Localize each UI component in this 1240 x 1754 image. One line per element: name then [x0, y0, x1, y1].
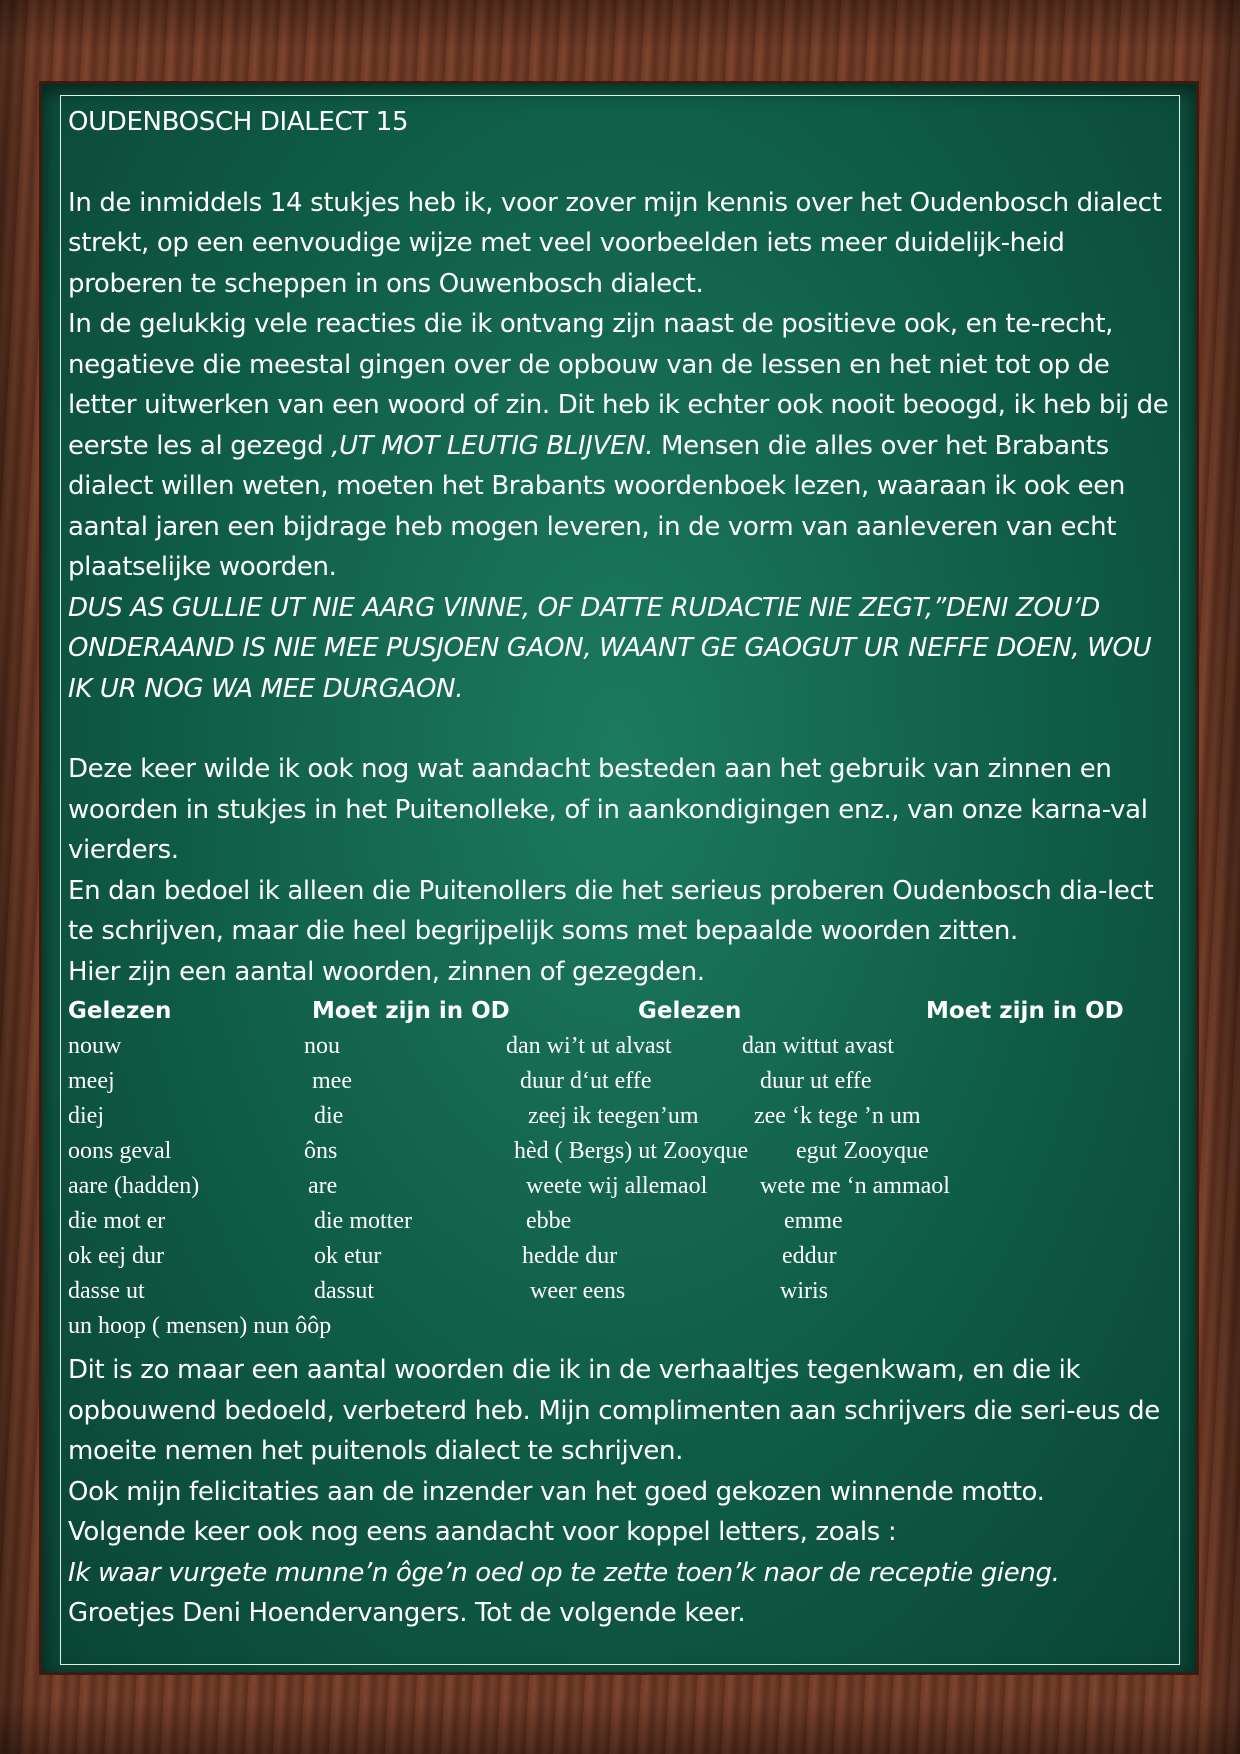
word-table: [68, 994, 1176, 1344]
table-header-od-2: Moet zijn in OD: [926, 998, 1124, 1024]
paragraph-puitenolleke: Deze keer wilde ik ook nog wat aandacht besteden aan het gebruik van zinnen en woorden in stukjes in het Puitenolleke, of in aankondigingen enz., van onze karna-val vierders.: [68, 754, 1148, 865]
table-header-od-1: Moet zijn in OD: [312, 998, 510, 1024]
paragraph-felicitations: Ook mijn felicitaties aan de inzender van het goed gekozen winnende motto.: [68, 1476, 1045, 1507]
table-cell: zee ‘k tege ’n um: [754, 1103, 921, 1129]
table-cell: die motter: [314, 1208, 412, 1234]
table-cell: die mot er: [68, 1208, 166, 1234]
table-header-read-1: Gelezen: [68, 998, 172, 1024]
paragraph-next-time: Volgende keer ook nog eens aandacht voor koppel letters, zoals :: [68, 1517, 897, 1547]
table-cell: ok eej dur: [68, 1243, 164, 1269]
table-cell: dan wittut avast: [742, 1033, 894, 1059]
table-row: [68, 1274, 1176, 1309]
table-cell: dasse ut: [68, 1278, 145, 1304]
page-title: OUDENBOSCH DIALECT 15: [68, 107, 409, 137]
table-cell: oons geval: [68, 1138, 172, 1164]
table-cell: die: [314, 1103, 344, 1129]
table-cell: duur ut effe: [760, 1068, 872, 1094]
table-cell: weete wij allemaol: [526, 1173, 708, 1199]
article: [68, 102, 1176, 1634]
table-row: [68, 1239, 1176, 1274]
table-cell: ôns: [304, 1138, 338, 1164]
table-cell: mee: [312, 1068, 352, 1094]
table-cell: ebbe: [526, 1208, 572, 1234]
table-header-read-2: Gelezen: [638, 998, 742, 1024]
paragraph-puitenollers: En dan bedoel ik alleen die Puitenollers die het serieus proberen Oudenbosch dia-lect te schrijven, maar die heel begrijpelijk soms met bepaalde woorden zitten.: [68, 875, 1154, 946]
table-row: [68, 1029, 1176, 1064]
table-cell: zeej ik teegen’um: [528, 1103, 699, 1129]
table-row-last: [68, 1309, 1176, 1344]
signature-line: Groetjes Deni Hoendervangers. Tot de volgende keer.: [68, 1598, 746, 1628]
table-row: [68, 1099, 1176, 1134]
table-cell: wete me ‘n ammaol: [760, 1173, 950, 1199]
table-row: [68, 1204, 1176, 1239]
table-cell: hedde dur: [522, 1243, 618, 1269]
table-cell: hèd ( Bergs) ut Zooyque: [514, 1138, 749, 1164]
table-row: [68, 1064, 1176, 1099]
table-body: [68, 1029, 1176, 1309]
table-cell: duur d‘ut effe: [520, 1068, 652, 1094]
table-cell: egut Zooyque: [796, 1138, 929, 1164]
paragraph-closing: Dit is zo maar een aantal woorden die ik in de verhaaltjes tegenkwam, en die ik opbouwend bedoeld, verbeterd heb. Mijn complimenten aan schrijvers die seri-eus de moeite nemen het puitenols dialect te schrijven.: [68, 1355, 1160, 1466]
table-cell: are: [308, 1173, 338, 1199]
table-cell: nouw: [68, 1033, 122, 1059]
example-sentence: Ik waar vurgete munne’n ôge’n oed op te zette toen’k naor de receptie gieng.: [68, 1557, 1060, 1588]
table-cell: dan wi’t ut alvast: [506, 1033, 672, 1059]
paragraph-list-intro: Hier zijn een aantal woorden, zinnen of gezegden.: [68, 956, 705, 987]
table-cell: wiris: [780, 1278, 828, 1304]
dialect-paragraph: DUS AS GULLIE UT NIE AARG VINNE, OF DATTE RUDACTIE NIE ZEGT,”DENI ZOU’D ONDERAAND IS NIE MEE PUSJOEN GAON, WAANT GE GAOGUT UR NEFFE DOEN, WOU IK UR NOG WA MEE DURGAON.: [68, 592, 1152, 704]
table-cell: meej: [68, 1068, 115, 1094]
table-cell: nou: [304, 1033, 340, 1059]
table-cell: aare (hadden): [68, 1173, 200, 1199]
paragraph-reactions-end: Mensen die alles over het Brabants dialect willen weten, moeten het Brabants woordenboek lezen, waaraan ik ook een aantal jaren een bijdrage heb mogen leveren, in de vorm van aanleveren van echt plaatselijke woorden.: [68, 430, 1126, 582]
table-row: [68, 1134, 1176, 1169]
table-cell: ok etur: [314, 1243, 382, 1269]
spacer: [68, 709, 1176, 749]
paragraph-reactions: [68, 304, 1176, 588]
paragraph-reactions-start: In de gelukkig vele reacties die ik ontvang zijn naast de positieve ook, en te-recht, negatieve die meestal gingen over de opbouw van de lessen en het niet tot op de letter uitwerken van een woord of zin. Dit heb ik echter ook nooit beoogd, ik heb bij de eerste les al gezegd: [68, 309, 1169, 461]
motto-quote: ,UT MOT LEUTIG BLIJVEN.: [331, 430, 654, 461]
table-cell: eddur: [782, 1243, 837, 1269]
paragraph-intro: In de inmiddels 14 stukjes heb ik, voor zover mijn kennis over het Oudenbosch dialect strekt, op een eenvoudige wijze met veel voorbeelden iets meer duidelijk-heid proberen te scheppen in ons Ouwenbosch dialect.: [68, 187, 1162, 299]
table-cell: dassut: [314, 1278, 374, 1304]
table-header-row: [68, 994, 1176, 1029]
table-row: [68, 1169, 1176, 1204]
table-cell: weer eens: [530, 1278, 626, 1304]
table-cell: diej: [68, 1103, 104, 1129]
table-cell: emme: [784, 1208, 843, 1234]
table-cell-last: un hoop ( mensen) nun ôôp: [68, 1313, 332, 1339]
